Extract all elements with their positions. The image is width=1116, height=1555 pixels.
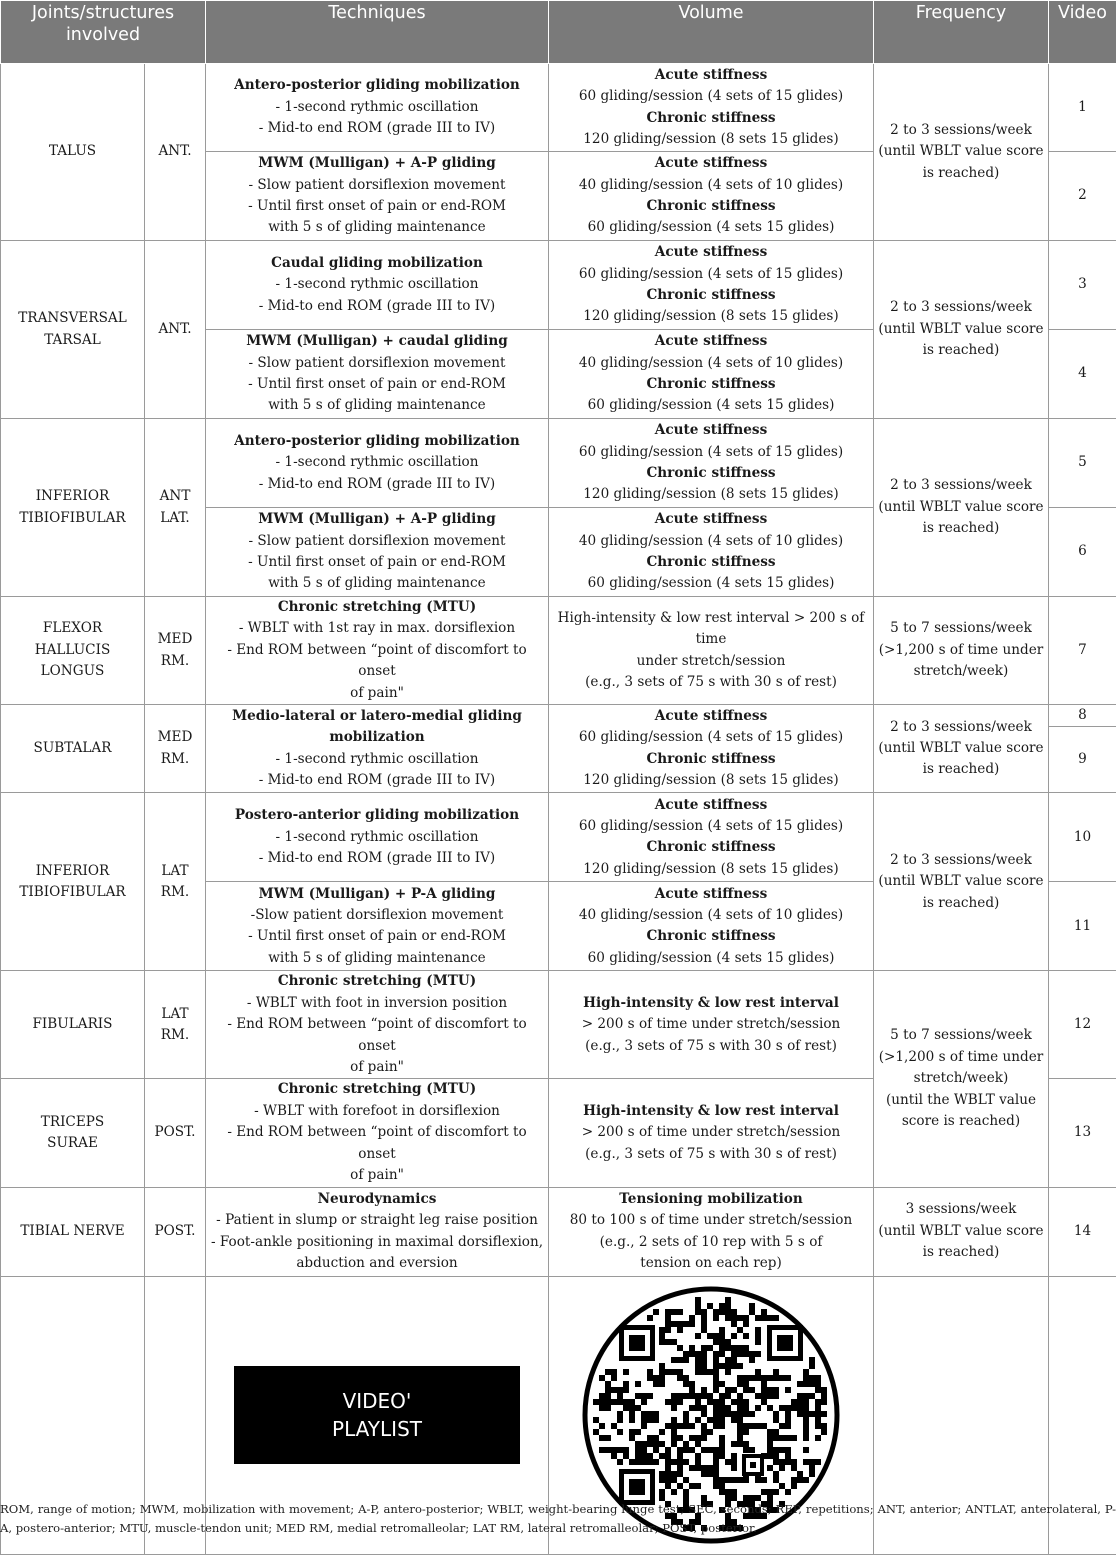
technique-cell-line: with 5 s of gliding maintenance — [210, 573, 544, 594]
technique-cell-line: - Mid-to end ROM (grade III to IV) — [210, 474, 544, 495]
volume-cell — [549, 705, 874, 793]
structure-cell-line: TRICEPS — [5, 1112, 140, 1133]
video-number[interactable]: 10 — [1049, 793, 1116, 882]
frequency-cell-line: score is reached) — [878, 1111, 1044, 1132]
structure-cell-line: SUBTALAR — [5, 738, 140, 759]
volume-cell-line: 40 gliding/session (4 sets of 10 glides) — [553, 353, 869, 374]
frequency-cell — [874, 705, 1049, 793]
technique-cell — [206, 330, 549, 419]
frequency-cell — [874, 1187, 1049, 1276]
frequency-cell — [874, 597, 1049, 705]
table-row — [1, 64, 1116, 152]
volume-cell-line: 60 gliding/session (4 sets of 15 glides) — [553, 816, 869, 837]
volume-cell-line: > 200 s of time under stretch/session — [553, 1014, 869, 1035]
position-cell-line: POST. — [149, 1122, 201, 1143]
volume-cell — [549, 419, 874, 508]
position-cell-line: ANT. — [149, 141, 201, 162]
structure-cell — [1, 705, 145, 793]
frequency-cell-line: 5 to 7 sessions/week — [878, 1025, 1044, 1046]
technique-cell-line: MWM (Mulligan) + P-A gliding — [210, 884, 544, 905]
volume-cell — [549, 241, 874, 330]
position-cell-line: LAT — [149, 1004, 201, 1025]
header-volume: Volume — [549, 1, 874, 64]
position-cell-line: MED — [149, 629, 201, 650]
volume-cell-line: Chronic stiffness — [553, 749, 869, 770]
frequency-cell-line: 2 to 3 sessions/week — [878, 717, 1044, 738]
volume-cell-line: Tensioning mobilization — [553, 1189, 869, 1210]
table-row — [1, 793, 1116, 882]
frequency-cell-line: 2 to 3 sessions/week — [878, 850, 1044, 871]
volume-cell-line: High-intensity & low rest interval > 200 s of time — [553, 608, 869, 651]
frequency-cell-line: (until WBLT value score — [878, 319, 1044, 340]
volume-cell-line: Chronic stiffness — [553, 108, 869, 129]
header-structures: Joints/structures involved — [1, 1, 206, 64]
volume-cell-line: Chronic stiffness — [553, 837, 869, 858]
table-row — [1, 1187, 1116, 1276]
frequency-cell-line: (until WBLT value score — [878, 1221, 1044, 1242]
volume-cell — [549, 508, 874, 597]
position-cell — [145, 793, 206, 971]
technique-cell-line: MWM (Mulligan) + A-P gliding — [210, 153, 544, 174]
structure-cell-line: TRANSVERSAL — [5, 308, 140, 329]
structure-cell — [1, 1079, 145, 1187]
position-cell — [145, 419, 206, 597]
frequency-cell-line: is reached) — [878, 518, 1044, 539]
volume-cell-line: Acute stiffness — [553, 331, 869, 352]
volume-cell-line: Acute stiffness — [553, 153, 869, 174]
position-cell-line: LAT — [149, 861, 201, 882]
volume-cell-line: 120 gliding/session (8 sets 15 glides) — [553, 859, 869, 880]
technique-cell-line: Antero-posterior gliding mobilization — [210, 75, 544, 96]
technique-cell — [206, 508, 549, 597]
technique-cell-line: Postero-anterior gliding mobilization — [210, 805, 544, 826]
structure-cell — [1, 419, 145, 597]
technique-cell-line: - Mid-to end ROM (grade III to IV) — [210, 848, 544, 869]
volume-cell-line: 60 gliding/session (4 sets 15 glides) — [553, 948, 869, 969]
technique-cell-line: - Patient in slump or straight leg raise position — [210, 1210, 544, 1231]
technique-cell — [206, 971, 549, 1079]
technique-cell-line: -Slow patient dorsiflexion movement — [210, 905, 544, 926]
frequency-cell-line: stretch/week) — [878, 661, 1044, 682]
volume-cell-line: (e.g., 2 sets of 10 rep with 5 s of — [553, 1232, 869, 1253]
position-cell — [145, 241, 206, 419]
technique-cell-line: - End ROM between “point of discomfort to onset — [210, 1014, 544, 1057]
technique-cell-line: - Slow patient dorsiflexion movement — [210, 531, 544, 552]
frequency-cell-line: (until WBLT value score — [878, 871, 1044, 892]
technique-cell — [206, 1187, 549, 1276]
volume-cell-line: Acute stiffness — [553, 65, 869, 86]
position-cell — [145, 64, 206, 241]
position-cell-line: RM. — [149, 882, 201, 903]
volume-cell — [549, 793, 874, 882]
volume-cell-line: Acute stiffness — [553, 242, 869, 263]
volume-cell-line: Acute stiffness — [553, 795, 869, 816]
technique-cell — [206, 64, 549, 152]
structure-cell-line: SURAE — [5, 1133, 140, 1154]
footnote: ROM, range of motion; MWM, mobilization with movement; A-P, antero-posterior; WBLT, weight-bearing lunge test; SEC, seconds; REP, repetitions; ANT, anterior; ANTLAT, anterolateral, P-A, postero-anterior; MTU, muscle-tendon unit; MED RM, medial retromalleolar; LAT RM, lateral retromalleolar; POST, posterior. — [0, 1500, 1116, 1538]
video-number[interactable]: 11 — [1049, 882, 1116, 971]
frequency-cell — [874, 419, 1049, 597]
technique-cell-line: - WBLT with foot in inversion position — [210, 993, 544, 1014]
technique-cell — [206, 152, 549, 241]
volume-cell-line: Acute stiffness — [553, 509, 869, 530]
volume-cell-line: 60 gliding/session (4 sets 15 glides) — [553, 395, 869, 416]
volume-cell — [549, 882, 874, 971]
position-cell-line: ANT. — [149, 319, 201, 340]
position-cell — [145, 597, 206, 705]
header-frequency: Frequency — [874, 1, 1049, 64]
frequency-cell — [874, 64, 1049, 241]
position-cell-line: ANT — [149, 486, 201, 507]
volume-cell-line: (e.g., 3 sets of 75 s with 30 s of rest) — [553, 1036, 869, 1057]
technique-cell-line: abduction and eversion — [210, 1253, 544, 1274]
frequency-cell-line: is reached) — [878, 893, 1044, 914]
technique-cell-line: - WBLT with forefoot in dorsiflexion — [210, 1101, 544, 1122]
volume-cell-line: under stretch/session — [553, 651, 869, 672]
technique-cell-line: - Mid-to end ROM (grade III to IV) — [210, 118, 544, 139]
technique-cell-line: Antero-posterior gliding mobilization — [210, 431, 544, 452]
frequency-cell-line: 2 to 3 sessions/week — [878, 475, 1044, 496]
structure-cell — [1, 64, 145, 241]
frequency-cell-line: 2 to 3 sessions/week — [878, 297, 1044, 318]
position-cell — [145, 705, 206, 793]
technique-cell-line: MWM (Mulligan) + A-P gliding — [210, 509, 544, 530]
structure-cell-line: FIBULARIS — [5, 1014, 140, 1035]
position-cell-line: RM. — [149, 651, 201, 672]
table-row — [1, 419, 1116, 508]
technique-cell-line: - 1-second rythmic oscillation — [210, 97, 544, 118]
video-number[interactable]: 6 — [1049, 508, 1116, 597]
video-number[interactable]: 7 — [1049, 597, 1116, 705]
position-cell-line: LAT. — [149, 508, 201, 529]
structure-cell-line: INFERIOR — [5, 861, 140, 882]
volume-cell-line: 120 gliding/session (8 sets 15 glides) — [553, 484, 869, 505]
frequency-cell-line: (>1,200 s of time under — [878, 1047, 1044, 1068]
playlist-label-line1: VIDEO' — [343, 1387, 412, 1415]
video-playlist-button[interactable] — [234, 1366, 520, 1464]
table-row — [1, 241, 1116, 330]
playlist-label-line2: PLAYLIST — [332, 1415, 422, 1443]
structure-cell — [1, 971, 145, 1079]
frequency-cell-line: is reached) — [878, 163, 1044, 184]
video-number[interactable]: 2 — [1049, 152, 1116, 241]
volume-cell — [549, 1187, 874, 1276]
structure-cell — [1, 1187, 145, 1276]
technique-cell — [206, 419, 549, 508]
technique-cell-line: of pain" — [210, 683, 544, 704]
technique-cell — [206, 597, 549, 705]
technique-cell-line: - Until first onset of pain or end-ROM — [210, 552, 544, 573]
volume-cell-line: 120 gliding/session (8 sets 15 glides) — [553, 770, 869, 791]
volume-cell-line: 40 gliding/session (4 sets of 10 glides) — [553, 905, 869, 926]
frequency-cell — [874, 241, 1049, 419]
technique-cell-line: - Until first onset of pain or end-ROM — [210, 196, 544, 217]
volume-cell-line: 60 gliding/session (4 sets 15 glides) — [553, 217, 869, 238]
video-number[interactable]: 13 — [1049, 1079, 1116, 1187]
position-cell-line: RM. — [149, 749, 201, 770]
technique-cell — [206, 241, 549, 330]
volume-cell-line: Chronic stiffness — [553, 463, 869, 484]
volume-cell-line: tension on each rep) — [553, 1253, 869, 1274]
technique-cell-line: - End ROM between “point of discomfort to onset — [210, 640, 544, 683]
technique-cell-line: of pain" — [210, 1057, 544, 1078]
frequency-cell-line: is reached) — [878, 340, 1044, 361]
position-cell — [145, 971, 206, 1079]
volume-cell — [549, 971, 874, 1079]
volume-cell — [549, 64, 874, 152]
frequency-cell-line: is reached) — [878, 1242, 1044, 1263]
volume-cell-line: 40 gliding/session (4 sets of 10 glides) — [553, 531, 869, 552]
header-techniques: Techniques — [206, 1, 549, 64]
volume-cell — [549, 1079, 874, 1187]
technique-cell-line: Neurodynamics — [210, 1189, 544, 1210]
technique-cell-line: Chronic stretching (MTU) — [210, 1079, 544, 1100]
volume-cell-line: 80 to 100 s of time under stretch/session — [553, 1210, 869, 1231]
volume-cell-line: Chronic stiffness — [553, 926, 869, 947]
technique-cell-line: - 1-second rythmic oscillation — [210, 452, 544, 473]
volume-cell-line: Chronic stiffness — [553, 552, 869, 573]
video-number[interactable]: 5 — [1049, 419, 1116, 508]
video-number[interactable]: 3 — [1049, 241, 1116, 330]
technique-cell-line: of pain" — [210, 1165, 544, 1186]
structure-cell-line: HALLUCIS — [5, 640, 140, 661]
structure-cell-line: TIBIOFIBULAR — [5, 508, 140, 529]
frequency-cell — [874, 971, 1049, 1187]
frequency-cell-line: is reached) — [878, 759, 1044, 780]
structure-cell — [1, 793, 145, 971]
structure-cell-line: TARSAL — [5, 330, 140, 351]
volume-cell-line: 60 gliding/session (4 sets of 15 glides) — [553, 442, 869, 463]
structure-cell-line: TIBIOFIBULAR — [5, 882, 140, 903]
volume-cell-line: Chronic stiffness — [553, 374, 869, 395]
video-number[interactable]: 9 — [1049, 727, 1116, 793]
volume-cell-line: 120 gliding/session (8 sets 15 glides) — [553, 129, 869, 150]
frequency-cell-line: (until WBLT value score — [878, 738, 1044, 759]
video-number[interactable]: 8 — [1049, 705, 1116, 727]
volume-cell — [549, 152, 874, 241]
technique-cell-line: - WBLT with 1st ray in max. dorsiflexion — [210, 618, 544, 639]
volume-cell-line: > 200 s of time under stretch/session — [553, 1122, 869, 1143]
header-row — [1, 1, 1116, 64]
technique-cell-line: - Until first onset of pain or end-ROM — [210, 926, 544, 947]
technique-cell — [206, 1079, 549, 1187]
position-cell — [145, 1079, 206, 1187]
technique-cell-line: - Slow patient dorsiflexion movement — [210, 353, 544, 374]
volume-cell-line: Acute stiffness — [553, 420, 869, 441]
technique-cell-line: - 1-second rythmic oscillation — [210, 827, 544, 848]
technique-cell-line: - Slow patient dorsiflexion movement — [210, 175, 544, 196]
technique-cell-line: - 1-second rythmic oscillation — [210, 274, 544, 295]
frequency-cell-line: 5 to 7 sessions/week — [878, 618, 1044, 639]
technique-cell-line: - End ROM between “point of discomfort to onset — [210, 1122, 544, 1165]
volume-cell-line: 120 gliding/session (8 sets 15 glides) — [553, 306, 869, 327]
technique-cell-line: - 1-second rythmic oscillation — [210, 749, 544, 770]
technique-cell-line: with 5 s of gliding maintenance — [210, 395, 544, 416]
volume-cell-line: High-intensity & low rest interval — [553, 1101, 869, 1122]
volume-cell-line: 60 gliding/session (4 sets 15 glides) — [553, 573, 869, 594]
technique-cell-line: with 5 s of gliding maintenance — [210, 948, 544, 969]
technique-cell — [206, 705, 549, 793]
volume-cell-line: Acute stiffness — [553, 884, 869, 905]
structure-cell-line: FLEXOR — [5, 618, 140, 639]
structure-cell-line: INFERIOR — [5, 486, 140, 507]
frequency-cell-line: 2 to 3 sessions/week — [878, 120, 1044, 141]
video-number[interactable]: 12 — [1049, 971, 1116, 1079]
video-number[interactable]: 4 — [1049, 330, 1116, 419]
video-number[interactable]: 14 — [1049, 1187, 1116, 1276]
volume-cell-line: High-intensity & low rest interval — [553, 993, 869, 1014]
technique-cell-line: MWM (Mulligan) + caudal gliding — [210, 331, 544, 352]
technique-cell-line: Chronic stretching (MTU) — [210, 597, 544, 618]
volume-cell-line: 60 gliding/session (4 sets of 15 glides) — [553, 727, 869, 748]
video-number[interactable]: 1 — [1049, 64, 1116, 152]
frequency-cell-line: 3 sessions/week — [878, 1199, 1044, 1220]
structure-cell — [1, 597, 145, 705]
header-video: Video — [1049, 1, 1116, 64]
technique-cell — [206, 882, 549, 971]
table-row — [1, 705, 1116, 727]
technique-cell-line: Chronic stretching (MTU) — [210, 971, 544, 992]
structure-cell-line: TALUS — [5, 141, 140, 162]
frequency-cell-line: stretch/week) — [878, 1068, 1044, 1089]
volume-cell-line: 60 gliding/session (4 sets of 15 glides) — [553, 264, 869, 285]
volume-cell-line: (e.g., 3 sets of 75 s with 30 s of rest) — [553, 1144, 869, 1165]
frequency-cell-line: (until WBLT value score — [878, 141, 1044, 162]
technique-cell-line: - Until first onset of pain or end-ROM — [210, 374, 544, 395]
volume-cell-line: 60 gliding/session (4 sets of 15 glides) — [553, 86, 869, 107]
structure-cell-line: TIBIAL NERVE — [5, 1221, 140, 1242]
volume-cell-line: (e.g., 3 sets of 75 s with 30 s of rest) — [553, 672, 869, 693]
technique-cell-line: - Mid-to end ROM (grade III to IV) — [210, 296, 544, 317]
technique-cell-line: with 5 s of gliding maintenance — [210, 217, 544, 238]
structure-cell-line: LONGUS — [5, 661, 140, 682]
technique-cell-line: mobilization — [210, 727, 544, 748]
table-row — [1, 971, 1116, 1079]
position-cell-line: MED — [149, 727, 201, 748]
technique-cell-line: Medio-lateral or latero-medial gliding — [210, 706, 544, 727]
volume-cell-line: 40 gliding/session (4 sets of 10 glides) — [553, 175, 869, 196]
volume-cell — [549, 597, 874, 705]
technique-cell — [206, 793, 549, 882]
frequency-cell-line: (>1,200 s of time under — [878, 640, 1044, 661]
frequency-cell — [874, 793, 1049, 971]
volume-cell-line: Chronic stiffness — [553, 196, 869, 217]
volume-cell-line: Acute stiffness — [553, 706, 869, 727]
volume-cell — [549, 330, 874, 419]
volume-cell-line: Chronic stiffness — [553, 285, 869, 306]
table-row — [1, 597, 1116, 705]
technique-cell-line: - Mid-to end ROM (grade III to IV) — [210, 770, 544, 791]
position-cell — [145, 1187, 206, 1276]
frequency-cell-line: (until the WBLT value — [878, 1090, 1044, 1111]
frequency-cell-line: (until WBLT value score — [878, 497, 1044, 518]
technique-cell-line: - Foot-ankle positioning in maximal dorsiflexion, — [210, 1232, 544, 1253]
technique-cell-line: Caudal gliding mobilization — [210, 253, 544, 274]
position-cell-line: POST. — [149, 1221, 201, 1242]
structure-cell — [1, 241, 145, 419]
position-cell-line: RM. — [149, 1025, 201, 1046]
